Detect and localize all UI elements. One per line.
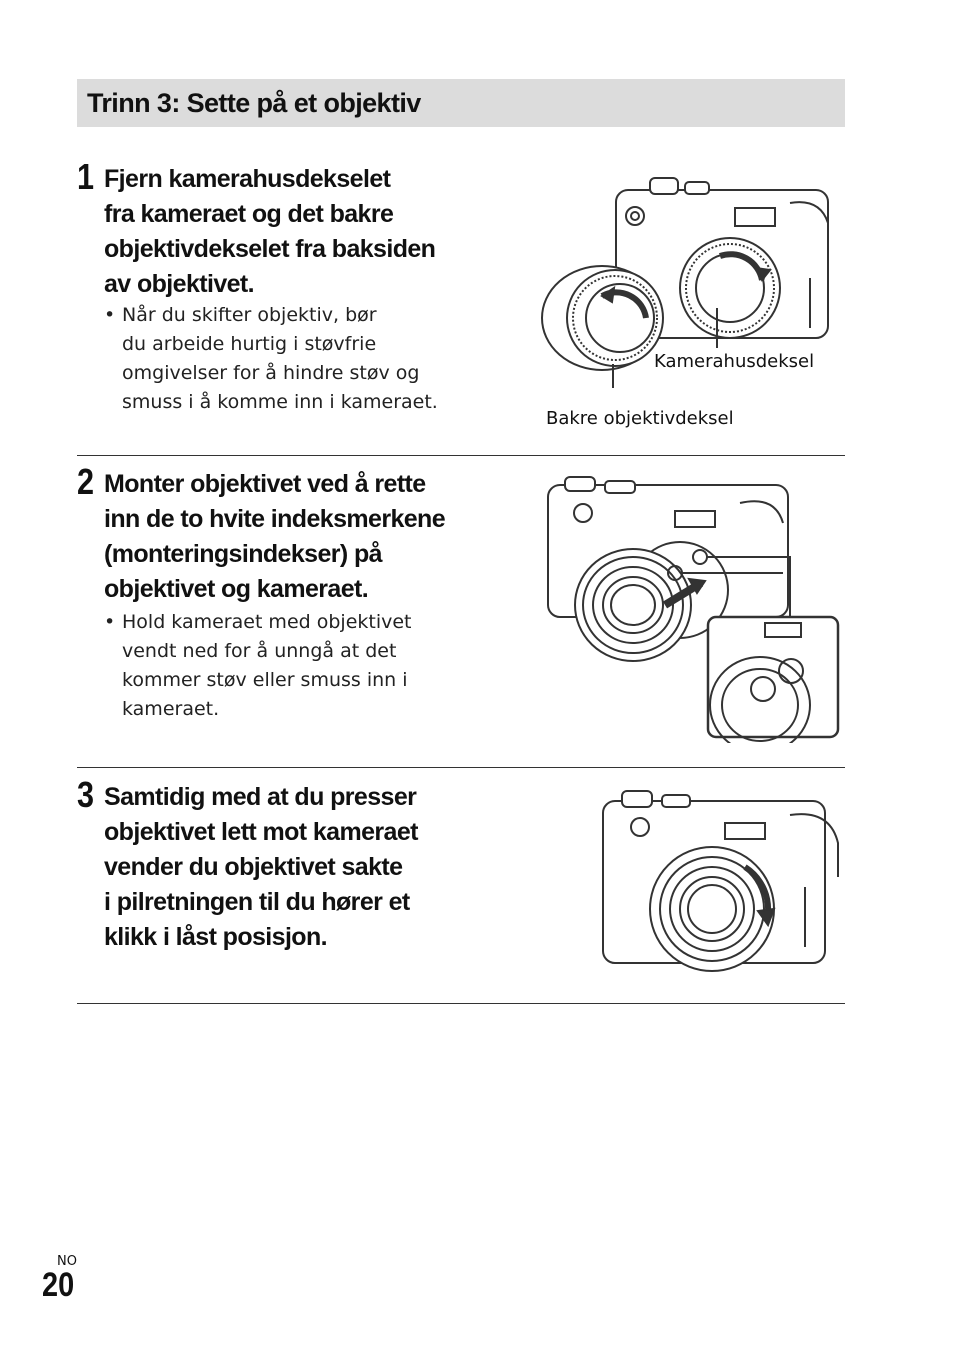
step-number: 2 [77,461,95,502]
heading-line: objektivdekselet fra baksiden [104,235,436,263]
step-heading [104,467,445,607]
bullet-dot: • [104,611,116,633]
heading-line: Samtidig med at du presser [104,783,417,811]
step-heading [104,780,418,955]
bullet-note [104,608,412,724]
bullet-line: kommer støv eller smuss inn i [122,669,408,691]
step-number: 1 [77,156,95,197]
divider [77,1003,845,1004]
bullet-note [104,301,438,417]
heading-line: vender du objektivet sakte [104,853,403,881]
lens-mount-illustration [545,475,845,743]
bullet-line: Når du skifter objektiv, bør [122,304,377,326]
divider [77,455,845,456]
heading-line: objektivet og kameraet. [104,575,369,603]
language-code: NO [57,1254,77,1269]
heading-line: (monteringsindekser) på [104,540,382,568]
heading-line: Fjern kamerahusdekselet [104,165,391,193]
heading-line: inn de to hvite indeksmerkene [104,505,446,533]
bullet-line: smuss i å komme inn i kameraet. [122,391,438,413]
bullet-line: kameraet. [122,698,220,720]
page-title: Trinn 3: Sette på et objektiv [87,87,421,118]
heading-line: fra kameraet og det bakre [104,200,394,228]
bullet-dot: • [104,304,116,326]
bullet-line: du arbeide hurtig i støvfrie [122,333,377,355]
heading-line: av objektivet. [104,270,254,298]
heading-line: Monter objektivet ved å rette [104,470,426,498]
bullet-line: Hold kameraet med objektivet [122,611,412,633]
heading-line: objektivet lett mot kameraet [104,818,418,846]
rear-cap-label: Bakre objektivdeksel [546,408,734,429]
heading-line: i pilretningen til du hører et [104,888,410,916]
heading-line: klikk i låst posisjon. [104,923,327,951]
step-number: 3 [77,774,95,815]
lens-lock-illustration [600,787,845,977]
page-number: 20 [42,1266,75,1304]
bullet-line: omgivelser for å hindre støv og [122,362,420,384]
step-heading [104,162,435,302]
bullet-line: vendt ned for å unngå at det [122,640,397,662]
body-cap-label: Kamerahusdeksel [654,351,815,372]
divider [77,767,845,768]
section-title-bar [77,79,845,127]
